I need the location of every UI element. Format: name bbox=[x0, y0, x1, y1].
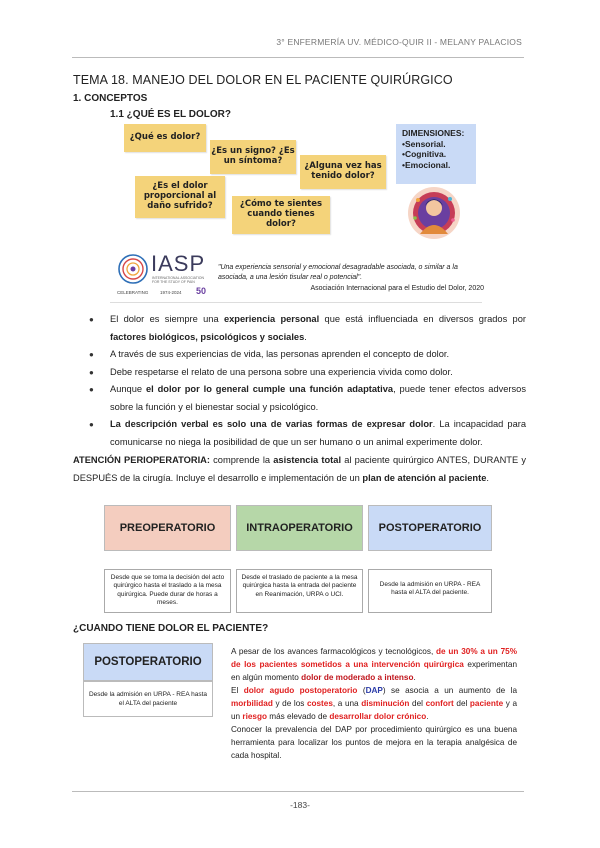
iasp-anniversary-badge: 50 bbox=[196, 286, 207, 296]
postoperatorio-box-description: Desde la admisión en URPA - REA hasta el ALTA del paciente bbox=[83, 681, 213, 717]
phase-intraoperatorio: INTRAOPERATORIO bbox=[236, 505, 363, 551]
sticky-note-proporcional: ¿Es el dolor proporcional al daño sufrido? bbox=[135, 176, 225, 218]
postoperatorio-box: POSTOPERATORIO bbox=[83, 643, 213, 681]
header-divider bbox=[72, 57, 524, 58]
iasp-logo-icon bbox=[117, 253, 149, 285]
postoperative-pain-text: A pesar de los avances farmacológicos y tecnológicos, de un 30% a un 75% de los pacientes sometidos a una intervención quirúrgica experimentan en algún momento dolor de moderado a intenso. El dolor agudo postoperatorio (DAP) se asocia a un aumento de la morbilidad y de los costes, a una disminución del confort del paciente y a un riesgo más elevado de desarrollar dolor crónico. Conocer la prevalencia del DAP por procedimiento quirúrgico es una buena herramienta para localizar los puntos de mejora en la terapia analgésica de cada hospital. bbox=[231, 647, 517, 760]
phase-postoperatorio: POSTOPERATORIO bbox=[368, 505, 492, 551]
iasp-celebrating: CELEBRATING bbox=[117, 290, 149, 295]
perioperative-definition: ATENCIÓN PERIOPERATORIA: comprende la asistencia total al paciente quirúrgico ANTES, DURANTE y DESPUÉS de la cirugía. Incluye el desarrollo e implementación de un plan de atención al paciente. bbox=[73, 455, 527, 483]
page-title: TEMA 18. MANEJO DEL DOLOR EN EL PACIENTE QUIRÚRGICO bbox=[73, 73, 453, 87]
phase-intraoperatorio-description: Desde el traslado de paciente a la mesa quirúrgica hasta la entrada del paciente en Reanimación, URPA o UCI. bbox=[236, 569, 363, 613]
list-item: ● Debe respetarse el relato de una persona sobre una experiencia vivida como dolor. bbox=[86, 364, 526, 382]
dimension-item: •Cognitiva. bbox=[402, 149, 447, 160]
iasp-quote-source: Asociación Internacional para el Estudio del Dolor, 2020 bbox=[310, 285, 484, 292]
dimensions-title: DIMENSIONES: bbox=[402, 128, 465, 138]
iasp-logo-subtitle: INTERNATIONAL ASSOCIATION FOR THE STUDY OF PAIN bbox=[152, 276, 205, 285]
dimension-item: •Sensorial. bbox=[402, 138, 446, 149]
phase-preoperatorio-description: Desde que se toma la decisión del acto quirúrgico hasta el traslado a la mesa quirúrgica. Puede durar de horas a meses. bbox=[104, 569, 231, 613]
list-item: ● A través de sus experiencias de vida, las personas aprenden el concepto de dolor. bbox=[86, 346, 526, 364]
section-heading: 1. CONCEPTOS bbox=[73, 93, 148, 104]
running-header: 3° ENFERMERÍA UV. MÉDICO-QUIR II - MELANY PALACIOS bbox=[276, 37, 522, 47]
sticky-note-has-tenido-dolor: ¿Alguna vez has tenido dolor? bbox=[300, 155, 386, 189]
section-question-heading: ¿CUANDO TIENE DOLOR EL PACIENTE? bbox=[73, 623, 269, 634]
list-item: ● La descripción verbal es solo una de varias formas de expresar dolor. La incapacidad para comunicarse no niega la posibilidad de que un ser humano o un animal experimente dolor. bbox=[86, 416, 526, 451]
sticky-note-como-te-sientes: ¿Cómo te sientes cuando tienes dolor? bbox=[232, 196, 330, 234]
page-number: -183- bbox=[290, 800, 310, 810]
iasp-logo-text: IASP bbox=[151, 251, 206, 276]
iasp-quote: "Una experiencia sensorial y emocional desagradable asociada, o similar a la asociada, a una lesión tisular real o potencial". bbox=[218, 264, 458, 282]
list-item: ● El dolor es siempre una experiencia personal que está influenciada en diversos grados por factores biológicos, psicológicos y sociales. bbox=[86, 311, 526, 346]
dimensions-box bbox=[396, 124, 476, 184]
list-item: ● Aunque el dolor por lo general cumple una función adaptativa, puede tener efectos adversos sobre la función y el bienestar social y psicológico. bbox=[86, 381, 526, 416]
sticky-note-que-es-dolor: ¿Qué es dolor? bbox=[124, 124, 206, 152]
iasp-years: 1974-2024 bbox=[160, 290, 182, 295]
subsection-heading: 1.1 ¿QUÉ ES EL DOLOR? bbox=[110, 109, 231, 120]
phase-preoperatorio: PREOPERATORIO bbox=[104, 505, 231, 551]
dimension-item: •Emocional. bbox=[402, 159, 451, 170]
footer-divider bbox=[72, 791, 524, 792]
phase-postoperatorio-description: Desde la admisión en URPA - REA hasta el ALTA del paciente. bbox=[368, 569, 492, 613]
sticky-note-signo-sintoma: ¿Es un signo? ¿Es un síntoma? bbox=[210, 140, 296, 174]
pain-concepts-list bbox=[86, 311, 526, 451]
emotional-figure-illustration bbox=[406, 186, 462, 240]
